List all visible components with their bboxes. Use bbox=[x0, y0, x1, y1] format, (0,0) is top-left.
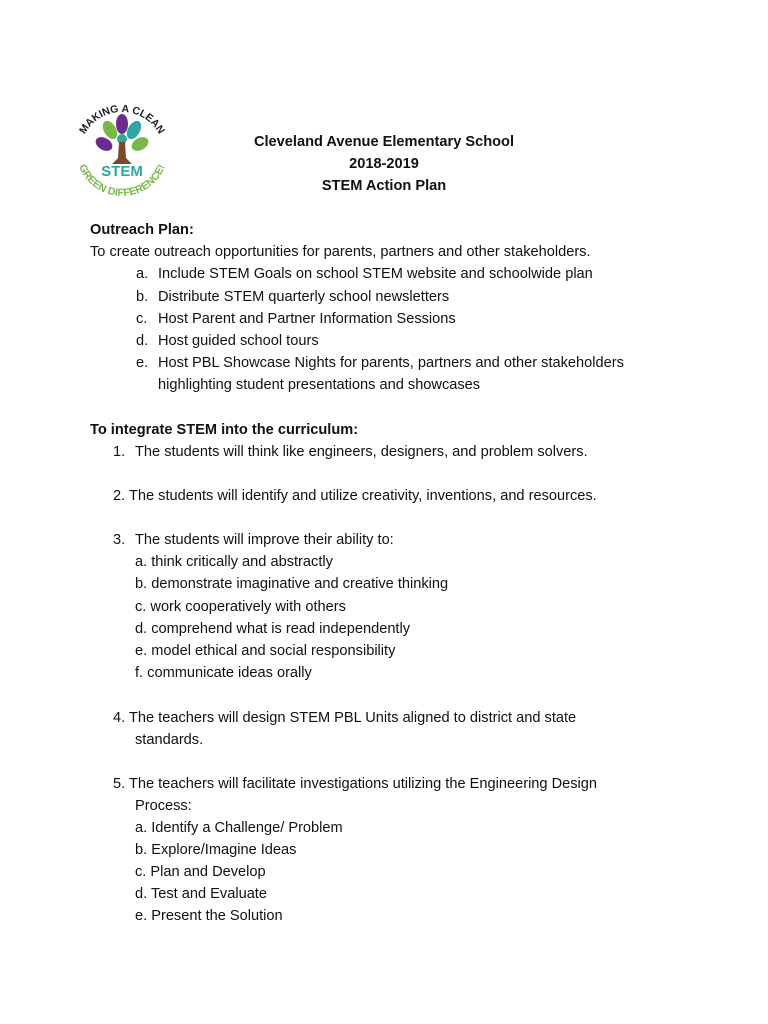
list-item-text: Host PBL Showcase Nights for parents, partners and other stakeholders bbox=[158, 355, 624, 371]
outreach-item bbox=[136, 265, 593, 283]
goal-3-subitem: d. comprehend what is read independently bbox=[135, 621, 411, 637]
outreach-item bbox=[136, 354, 624, 372]
list-item-text: Host Parent and Partner Information Sessions bbox=[158, 311, 456, 327]
logo-bottom-text: GREEN DIFFERENCE! bbox=[76, 162, 168, 200]
outreach-item bbox=[136, 332, 319, 350]
outreach-intro: To create outreach opportunities for parents, partners and other stakeholders. bbox=[90, 244, 591, 260]
list-item-text: Include STEM Goals on school STEM website and schoolwide plan bbox=[158, 266, 593, 282]
outreach-item bbox=[136, 288, 449, 306]
goal-5-subitem: c. Plan and Develop bbox=[135, 864, 266, 880]
curriculum-goal-4: 4. The teachers will design STEM PBL Units aligned to district and state bbox=[113, 710, 577, 726]
goal-5-continuation: Process: bbox=[135, 798, 192, 814]
list-marker: b. bbox=[136, 289, 149, 305]
document-title: STEM Action Plan bbox=[321, 178, 447, 194]
goal-3-subitem: a. think critically and abstractly bbox=[135, 554, 333, 570]
goal-5-subitem: d. Test and Evaluate bbox=[135, 886, 267, 902]
outreach-item bbox=[136, 310, 456, 328]
list-marker: e. bbox=[136, 355, 149, 371]
list-item-text: The students will think like engineers, designers, and problem solvers. bbox=[135, 444, 588, 460]
list-marker: d. bbox=[136, 333, 149, 349]
goal-4-continuation: standards. bbox=[135, 732, 204, 748]
goal-5-subitem: e. Present the Solution bbox=[135, 908, 283, 924]
curriculum-goal-5: 5. The teachers will facilitate investigations utilizing the Engineering Design bbox=[113, 776, 598, 792]
goal-3-subitem: f. communicate ideas orally bbox=[135, 665, 312, 681]
curriculum-goal-1 bbox=[113, 443, 588, 461]
goal-5-subitem: a. Identify a Challenge/ Problem bbox=[135, 820, 343, 836]
logo-center-text: STEM bbox=[101, 163, 143, 180]
list-marker: a. bbox=[136, 266, 149, 282]
curriculum-goal-2: 2. The students will identify and utilize creativity, inventions, and resources. bbox=[113, 488, 597, 504]
list-item-text: The students will improve their ability to: bbox=[135, 532, 394, 548]
goal-3-subitem: b. demonstrate imaginative and creative thinking bbox=[135, 576, 449, 592]
list-marker: c. bbox=[136, 311, 148, 327]
logo-top-text: MAKING A CLEAN bbox=[77, 102, 167, 137]
list-item-text: Distribute STEM quarterly school newsletters bbox=[158, 289, 450, 305]
outreach-item-continuation: highlighting student presentations and showcases bbox=[158, 377, 481, 393]
curriculum-goal-3 bbox=[113, 531, 394, 549]
goal-3-subitem: e. model ethical and social responsibility bbox=[135, 643, 396, 659]
school-year: 2018-2019 bbox=[349, 156, 419, 172]
tree-trunk-icon bbox=[112, 142, 132, 164]
goal-3-subitem: c. work cooperatively with others bbox=[135, 599, 346, 615]
school-name: Cleveland Avenue Elementary School bbox=[253, 134, 515, 150]
list-marker: 3. bbox=[113, 532, 126, 548]
outreach-heading: Outreach Plan: bbox=[90, 222, 194, 238]
list-marker: 1. bbox=[113, 444, 126, 460]
curriculum-heading: To integrate STEM into the curriculum: bbox=[90, 422, 359, 438]
goal-5-subitem: b. Explore/Imagine Ideas bbox=[135, 842, 297, 858]
list-item-text: Host guided school tours bbox=[158, 333, 319, 349]
